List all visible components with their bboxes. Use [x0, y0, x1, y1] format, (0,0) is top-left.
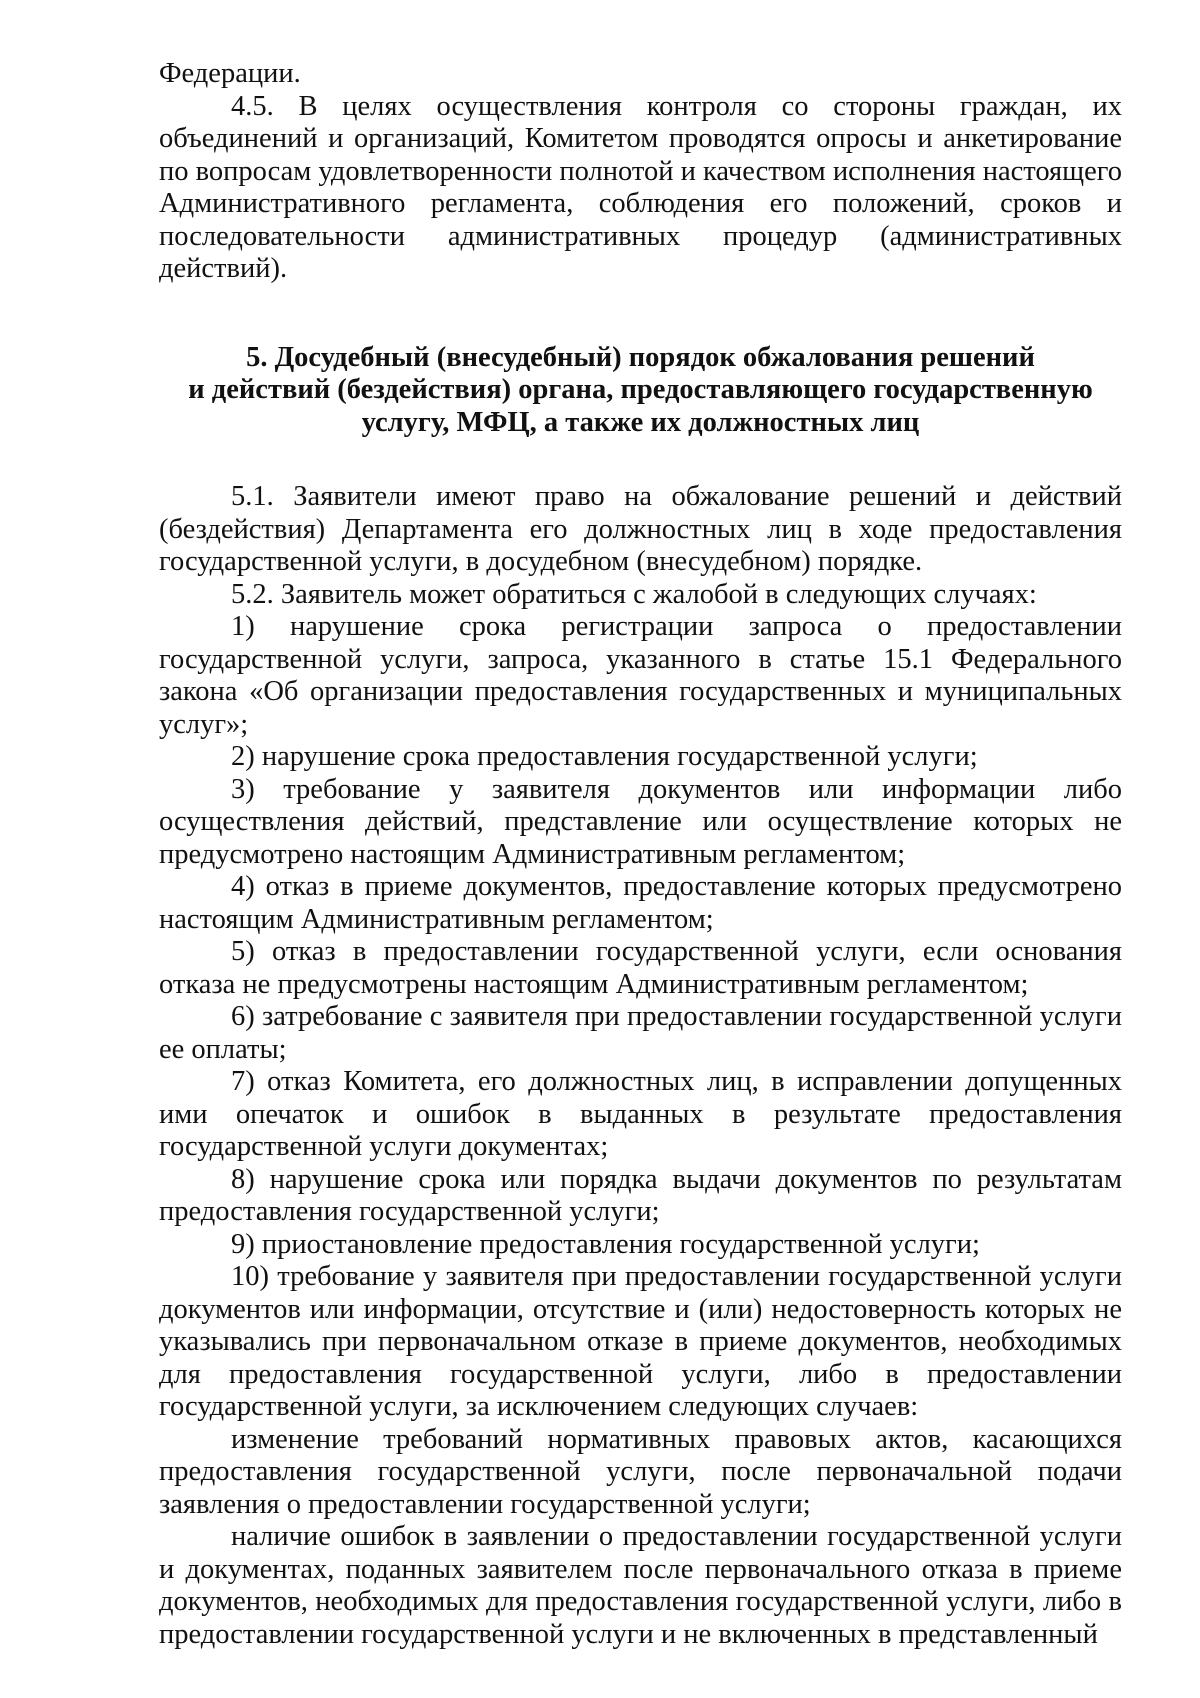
heading-line: услугу, МФЦ, а также их должностных лиц [361, 406, 920, 438]
list-item-2: 2) нарушение срока предоставления государственной услуги; [231, 741, 978, 772]
paragraph-5-2: 5.2. Заявитель может обратиться с жалобой в следующих случаях: [231, 578, 1037, 610]
list-item-7: 7) отказ Комитета, его должностных лиц, в исправлении допущенных ими опечаток и ошибок в выданных в результате предоставления государственной услуги документах; [159, 1066, 1122, 1162]
exception-case-2: наличие ошибок в заявлении о предоставлении государственной услуги и документах, поданных заявителем после первоначального отказа в приеме документов, необходимых для предоставления государственной услуги, либо в предоставлении государственной услуги и не включенных в представленный [159, 1521, 1122, 1650]
paragraph-4-5: 4.5. В целях осуществления контроля со стороны граждан, их объединений и организаций, Комитетом проводятся опросы и анкетирование по вопросам удовлетворенности полнотой и качеством исполнения настоящего Административного регламента, соблюдения его положений, сроков и последовательности административных процедур (административных действий). [159, 90, 1122, 284]
list-item-1: 1) нарушение срока регистрации запроса о предоставлении государственной услуги, запроса, указанного в статье 15.1 Федерального закона «Об организации предоставления государственных и муниципальных услуг»; [159, 611, 1122, 740]
spacer [159, 439, 1122, 481]
list-item-9: 9) приостановление предоставления государственной услуги; [231, 1228, 980, 1260]
heading-line: и действий (бездействия) органа, предоставляющего государственную [188, 374, 1093, 405]
section-5-heading [159, 342, 1122, 440]
list-item-6: 6) затребование с заявителя при предоставлении государственной услуги ее оплаты; [159, 1001, 1122, 1065]
list-item-10: 10) требование у заявителя при предоставлении государственной услуги документов или информации, отсутствие и (или) недостоверность которых не указывались при первоначальном отказе в приеме документов, необходимых для предоставления государственной услуги, либо в предоставлении государственной услуги, за исключением следующих случаев: [159, 1261, 1122, 1422]
list-item-4: 4) отказ в приеме документов, предоставление которых предусмотрено настоящим Административным регламентом; [159, 871, 1122, 935]
exception-case-1: изменение требований нормативных правовых актов, касающихся предоставления государственной услуги, после первоначальной подачи заявления о предоставлении государственной услуги; [159, 1423, 1122, 1520]
list-item-3: 3) требование у заявителя документов или информации либо осуществления действий, представление или осуществление которых не предусмотрено настоящим Административным регламентом; [159, 773, 1122, 870]
list-item-8: 8) нарушение срока или порядка выдачи документов по результатам предоставления государственной услуги; [159, 1163, 1122, 1227]
paragraph-5-1: 5.1. Заявители имеют право на обжалование решений и действий (бездействия) Департамента его должностных лиц в ходе предоставления государственной услуги, в досудебном (внесудебном) порядке. [159, 481, 1122, 577]
spacer [159, 286, 1122, 342]
list-item-5: 5) отказ в предоставлении государственной услуги, если основания отказа не предусмотрены настоящим Административным регламентом; [159, 936, 1122, 1000]
paragraph-continuation: Федерации. [159, 58, 301, 89]
heading-line: 5. Досудебный (внесудебный) порядок обжалования решений [246, 341, 1035, 373]
